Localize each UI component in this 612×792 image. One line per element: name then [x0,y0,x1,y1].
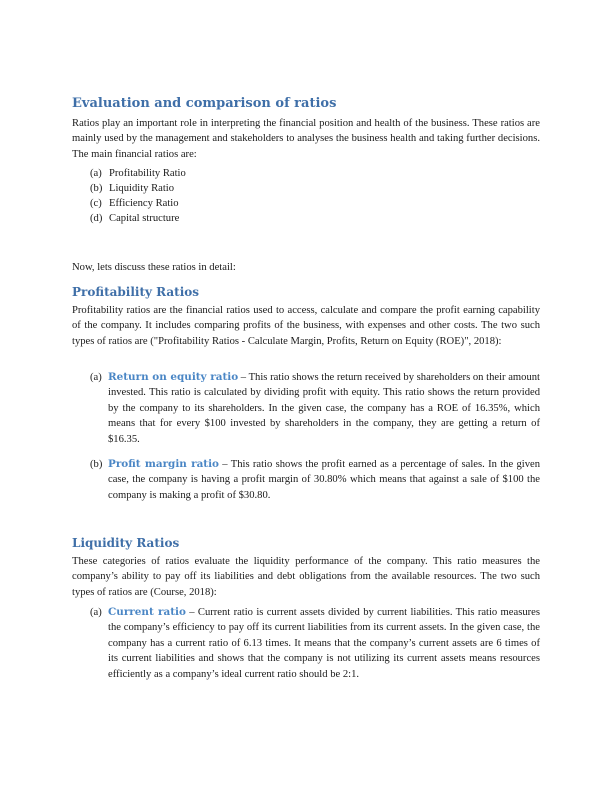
list-item [72,370,540,447]
section-heading-evaluation: Evaluation and comparison of ratios [72,96,337,111]
ratio-list-block [72,166,540,226]
list-marker: (c) [90,198,102,209]
item-body [108,370,540,447]
list-text: Liquidity Ratio [109,183,175,194]
list-item [72,211,540,226]
list-item [72,457,540,503]
list-marker: (a) [90,372,102,383]
list-item [72,605,540,682]
profitability-item-b [72,457,540,503]
transition-block [72,260,540,275]
list-text: Efficiency Ratio [109,198,179,209]
term-label: Profit margin ratio [108,458,219,470]
list-marker: (b) [90,459,103,470]
item-body [108,605,540,682]
profitability-section [72,285,540,349]
list-marker: (a) [90,168,102,179]
section-heading-liquidity: Liquidity Ratios [72,536,180,550]
item-text: – Current ratio is current assets divided by current liabilities. This ratio measures the company’s efficiency to pay off its current liabilities from its current assets. In the given case, the company has a current ratio of 6.13 times. It means that the company’s current assets are 6 times of its current liabilities and shows that the company is not utilizing its current assets means resources efficiently as a company’s ideal current ratio should be 2:1. [108,607,540,680]
list-item [72,181,540,196]
list-text: Profitability Ratio [109,168,186,179]
list-item [72,196,540,211]
item-text: – This ratio shows the return received by shareholders on their amount invested. This ratio is calculated by dividing profit with equity. This ratio shows the return provided by the company to its shareholders. In the given case, the company has a ROE of 16.35%, which means that for every $100 invested by shareholders in the company, they are getting a return of $16.35. [108,372,540,445]
section-heading-profitability: Profitability Ratios [72,285,200,299]
list-marker: (d) [90,213,103,224]
term-label: Current ratio [108,606,186,618]
liquidity-item-a [72,605,540,682]
liquidity-section [72,536,540,600]
transition-text: Now, lets discuss these ratios in detail: [72,262,236,273]
liquidity-intro: These categories of ratios evaluate the liquidity performance of the company. This ratio measures the company’s ability to pay off its liabilities and debt obligations from the available resources. The two such types of ratios are (Course, 2018): [72,556,540,598]
profitability-item-a [72,370,540,447]
ratio-list [72,166,540,226]
list-marker: (b) [90,183,103,194]
term-label: Return on equity ratio [108,371,239,383]
profitability-intro: Profitability ratios are the financial ratios used to access, calculate and compare the profit earning capability of the company. It includes comparing profits of the business, with expenses and other costs. The two such types of ratios are ("Profitability Ratios - Calculate Margin, Profits, Return on Equity (ROE)", 2018): [72,305,540,347]
list-marker: (a) [90,607,102,618]
evaluation-intro-block [72,116,540,162]
item-text: – This ratio shows the profit earned as a percentage of sales. In the given case, the company is having a profit margin of 30.80% which means that against a sale of $100 the company is making a profit of $30.80. [108,459,540,501]
list-item [72,166,540,181]
list-text: Capital structure [109,213,180,224]
item-body [108,457,540,503]
evaluation-intro: Ratios play an important role in interpreting the financial position and health of the business. These ratios are mainly used by the management and stakeholders to analyses the business health and taking further decisions. The main financial ratios are: [72,118,540,160]
